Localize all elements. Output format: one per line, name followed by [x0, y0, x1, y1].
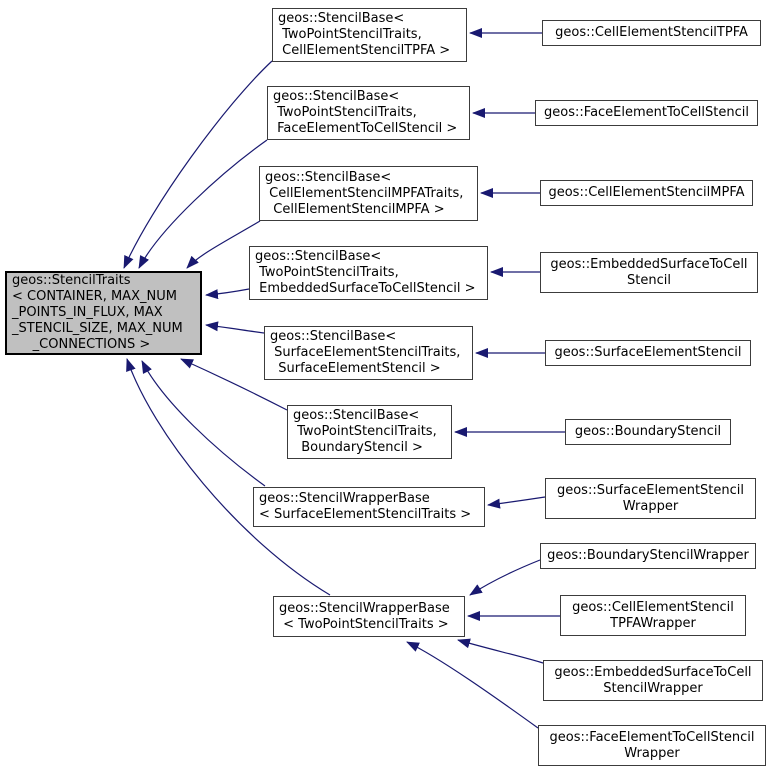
edge-b1-root [124, 61, 272, 268]
class-node-stencilbase-cellelementstencilmpfa[interactable]: geos::StencilBase< CellElementStencilMPFATraits, CellElementStencilMPFA > [259, 166, 478, 221]
class-node-surfaceelementstencil[interactable]: geos::SurfaceElementStencil [545, 340, 751, 366]
class-node-stencilwrapperbase-twopoint[interactable]: geos::StencilWrapperBase < TwoPointStencilTraits > [273, 596, 465, 637]
class-node-stencilbase-surfaceelementstencil[interactable]: geos::StencilBase< SurfaceElementStencilTraits, SurfaceElementStencil > [264, 326, 473, 380]
edge-r10-b8 [458, 640, 543, 663]
class-node-stencilbase-faceelementtocellstencil[interactable]: geos::StencilBase< TwoPointStencilTraits, FaceElementToCellStencil > [267, 86, 470, 140]
edge-b5-root [206, 325, 264, 333]
class-node-boundarystencil[interactable]: geos::BoundaryStencil [565, 419, 731, 445]
edge-b2-root [139, 140, 267, 268]
class-node-stencilbase-cellelementstenciltpfa[interactable]: geos::StencilBase< TwoPointStencilTraits, CellElementStencilTPFA > [272, 8, 467, 62]
class-node-faceelementtocellstencilwrapper[interactable]: geos::FaceElementToCellStencil Wrapper [538, 725, 766, 766]
class-node-stenciltraits[interactable]: geos::StencilTraits < CONTAINER, MAX_NUM _POINTS_IN_FLUX, MAX _STENCIL_SIZE, MAX_NUM _CONNECTIONS > [5, 271, 202, 355]
class-node-faceelementtocellstencil[interactable]: geos::FaceElementToCellStencil [535, 100, 758, 126]
class-node-stencilwrapperbase-surfaceelement[interactable]: geos::StencilWrapperBase < SurfaceElementStencilTraits > [253, 487, 485, 527]
class-node-embeddedsurfacetocellstencil[interactable]: geos::EmbeddedSurfaceToCell Stencil [540, 252, 758, 293]
class-node-cellelementstenciltpfa[interactable]: geos::CellElementStencilTPFA [542, 20, 761, 46]
edge-b4-root [206, 289, 249, 295]
class-node-cellelementstencilmpfa[interactable]: geos::CellElementStencilMPFA [540, 180, 753, 206]
edge-b7-root [142, 361, 265, 486]
class-node-embeddedsurfacetocellstencilwrapper[interactable]: geos::EmbeddedSurfaceToCell StencilWrapper [543, 660, 763, 701]
edge-r11-b8 [407, 642, 538, 728]
class-node-cellelementstenciltpfawrapper[interactable]: geos::CellElementStencil TPFAWrapper [560, 595, 746, 636]
class-node-stencilbase-embeddedsurfacetocellstencil[interactable]: geos::StencilBase< TwoPointStencilTraits, EmbeddedSurfaceToCellStencil > [249, 246, 488, 300]
edge-r7-b7 [488, 497, 545, 505]
class-node-boundarystencilwrapper[interactable]: geos::BoundaryStencilWrapper [540, 543, 756, 569]
class-node-stencilbase-boundarystencil[interactable]: geos::StencilBase< TwoPointStencilTraits, BoundaryStencil > [287, 405, 452, 459]
edge-b8-root [127, 359, 330, 595]
edge-r8-b8 [470, 560, 540, 595]
class-node-surfaceelementstencilwrapper[interactable]: geos::SurfaceElementStencil Wrapper [545, 478, 756, 519]
